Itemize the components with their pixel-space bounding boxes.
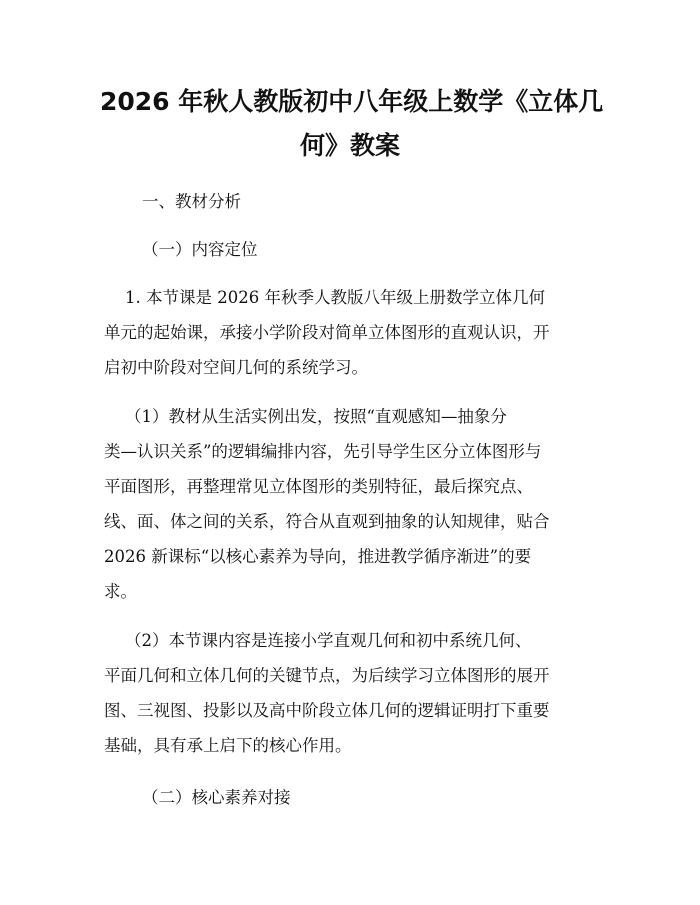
document-title-line-2: 何》教案 [299, 131, 400, 160]
section-heading-textbook-analysis: 一、教材分析 [142, 192, 241, 211]
paragraph-lesson-overview [104, 280, 600, 385]
paragraph-line: 线、面、体之间的关系，符合从直观到抽象的认知规律，贴合 [104, 512, 550, 531]
paragraph-line: 启初中阶段对空间几何的系统学习。 [104, 358, 368, 377]
subsection-heading-core-literacy: （二）核心素养对接 [142, 788, 291, 807]
paragraph-line: 2026 新课标“以核心素养为导向，推进教学循序渐进”的要 [104, 547, 532, 566]
paragraph-line: 图、三视图、投影以及高中阶段立体几何的逻辑证明打下重要 [104, 701, 550, 720]
paragraph-line: 平面图形，再整理常见立体图形的类别特征，最后探究点、 [104, 477, 533, 496]
paragraph-line: （1）教材从生活实例出发，按照“直观感知—抽象分 [104, 407, 507, 426]
paragraph-line: （2）本节课内容是连接小学直观几何和初中系统几何、 [104, 631, 532, 650]
paragraph-line: 平面几何和立体几何的关键节点，为后续学习立体图形的展开 [104, 666, 550, 685]
paragraph-line: 求。 [104, 582, 137, 601]
document-title-line-1: 2026 年秋人教版初中八年级上数学《立体几 [100, 87, 604, 116]
paragraph-line: 类—认识关系”的逻辑编排内容，先引导学生区分立体图形与 [104, 442, 542, 461]
subsection-heading-content-positioning: （一）内容定位 [142, 240, 258, 259]
paragraph-line: 单元的起始课，承接小学阶段对简单立体图形的直观认识，开 [104, 323, 550, 342]
paragraph-key-node [104, 623, 600, 763]
paragraph-line: 1. 本节课是 2026 年秋季人教版八年级上册数学立体几何 [104, 288, 545, 307]
paragraph-textbook-structure [104, 399, 600, 609]
paragraph-line: 基础，具有承上启下的核心作用。 [104, 736, 352, 755]
